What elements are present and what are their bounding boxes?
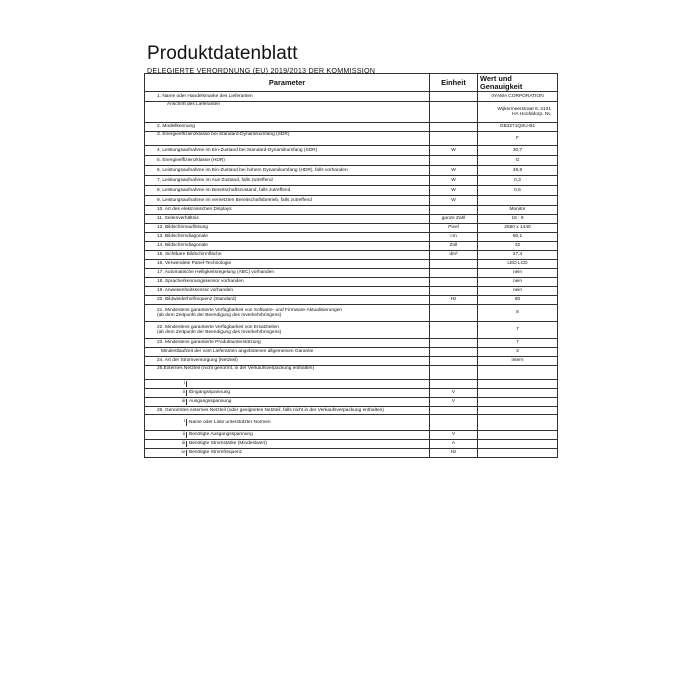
row-param: 15. Sichtbare Bildschirmfläche [145,251,430,260]
table-row [145,407,558,415]
row-value: 8 [478,305,558,322]
row-unit: V [430,431,478,440]
table-row [145,260,558,269]
row-param [145,440,430,449]
row-value: 2560 x 1440 [478,224,558,233]
header-parameter: Parameter [145,74,430,92]
row-value: 27,4 [478,251,558,260]
table-row [145,449,558,458]
row-value: nein [478,278,558,287]
table-row [145,348,558,357]
row-value: 16 : 9 [478,215,558,224]
row-unit: Hz [430,449,478,458]
row-param: 18. Spracherkennungssensor vorhanden [145,278,430,287]
row-param: Anschrift des Lieferanten [145,102,430,123]
row-param-line1: 22. Mindestens garantierte Verfügbarkeit von Ersatzteilen [157,324,279,330]
row-value: nein [478,287,558,296]
row-param [145,389,430,398]
row-unit [430,92,478,102]
row-param: 7. Leistungsaufnahme im Aus-Zustand, falls zutreffend [145,176,430,186]
row-value [478,196,558,206]
row-value: 3 [478,348,558,357]
row-unit [430,366,478,380]
row-param [145,305,430,322]
header-value-line1: Wert und [480,74,512,83]
row-value: IIYAMA CORPORATION [478,92,558,102]
table-row [145,380,558,389]
header-value-line2: Genauigkeit [480,81,523,91]
row-unit: Zoll [430,242,478,251]
table-row [145,123,558,132]
table-row [145,176,558,186]
page-title: Produktdatenblatt [147,43,298,64]
row-param: 16. Verwendete Panel-Technologie [145,260,430,269]
sub-marker: i [145,381,187,386]
sub-label [187,381,429,386]
table-row [145,431,558,440]
row-unit [430,132,478,146]
sub-marker: iii [145,441,187,446]
row-value [478,366,558,380]
row-param: 1. Name oder Handelsmarke des Lieferanten [145,92,430,102]
row-unit [430,348,478,357]
row-value [478,398,558,407]
table-header-row [145,74,558,92]
header-value [478,74,558,92]
row-param: 5. Energieeffizienzklasse (HDR) [145,156,430,166]
row-unit [430,322,478,339]
row-unit: W [430,196,478,206]
table-row [145,366,558,380]
table-row [145,92,558,102]
table-row [145,339,558,348]
row-unit [430,305,478,322]
row-unit: V [430,389,478,398]
row-param: 9. Leistungsaufnahme im vernetzten Bereitschaftsbetrieb, falls zutreffend [145,196,430,206]
row-unit: Hz [430,296,478,305]
row-param: 2. Modellkennung [145,123,430,132]
sub-label: Benötigte Stromfrequenz [189,450,243,456]
sub-marker: iii [145,399,187,404]
row-value: 7 [478,339,558,348]
row-param: 3. Energieeffizienzklasse bei Standard-Dynamikumfang (SDR) [145,132,430,146]
table-row [145,102,558,123]
table-row [145,233,558,242]
table-row [145,196,558,206]
row-param: 26. Genormtes externes Netzteil (oder geeignetes Netzteil, falls nicht in der Verkaufsverpackung enthalten) [145,407,430,415]
row-value: G [478,156,558,166]
sub-label: Benötigte Stromstärke (Mindestwert) [189,441,267,447]
table-row [145,224,558,233]
table-row [145,206,558,215]
row-param: 19. Anwesenheitssensor vorhanden [145,287,430,296]
row-value: GB3271QSU-B1 [478,123,558,132]
sub-marker: i [145,419,187,425]
table-row [145,278,558,287]
product-data-table [144,73,558,458]
row-value: 80,1 [478,233,558,242]
row-value [478,389,558,398]
row-value: F [478,132,558,146]
row-value: 60 [478,296,558,305]
row-param: 11. Seitenverhältnis [145,215,430,224]
row-value: LED LCD [478,260,558,269]
table-row [145,398,558,407]
row-value [478,415,558,431]
row-unit [430,287,478,296]
row-param: 20. Bildwiederholfrequenz (Standard) [145,296,430,305]
table-row [145,322,558,339]
row-value: 32 [478,242,558,251]
address-line1: Wijkermeerstraat 8, 2131 [497,106,551,112]
row-value: 7 [478,322,558,339]
sub-marker: ii [145,432,187,437]
row-value [478,380,558,389]
table-row [145,415,558,431]
row-value: Monitor [478,206,558,215]
row-value [478,431,558,440]
row-param: 25.Externes Netzteil (nicht genormt, in der Verkaufsverpackung enthalten) [145,366,430,380]
row-value: 49,8 [478,166,558,176]
row-param: 14. Bildschirmdiagonale [145,242,430,251]
regulation-subtitle: DELEGIERTE VERORDNUNG (EU) 2019/2013 DER KOMMISSION [147,66,376,75]
sub-marker: iv [145,450,187,455]
table-row [145,305,558,322]
row-unit [430,407,478,415]
row-value: 30,7 [478,146,558,156]
table-row [145,242,558,251]
row-param: 10. Art des elektronischen Displays [145,206,430,215]
sub-label: Eingangsspannung [189,390,231,396]
row-unit [430,339,478,348]
row-param [145,431,430,440]
row-param: 8. Leistungsaufnahme im Bereitschaftszustand, falls zutreffend [145,186,430,196]
row-unit: cm [430,233,478,242]
row-param [145,415,430,431]
address-line2: HA Hoofddorp, NL [512,112,551,117]
row-unit [430,102,478,123]
row-param [145,380,430,389]
table-row [145,357,558,366]
row-value: 0,3 [478,176,558,186]
row-unit: Pixel [430,224,478,233]
row-param: 24. Art der Stromversorgung (Netzteil) [145,357,430,366]
row-unit: V [430,398,478,407]
row-param: 4. Leistungsaufnahme im Ein-Zustand bei Standard-Dynamikumfang (SDR) [145,146,430,156]
row-param [145,449,430,458]
row-unit [430,278,478,287]
row-param: 17. Automatische Helligkeitsregelung (ABC) vorhanden [145,269,430,278]
row-unit: W [430,146,478,156]
table-row [145,440,558,449]
table-row [145,146,558,156]
row-value: intern [478,357,558,366]
table-row [145,166,558,176]
header-unit: Einheit [430,74,478,92]
row-unit: W [430,176,478,186]
table-row [145,389,558,398]
sub-label: Benötigte Ausgangsspannung [189,432,253,438]
row-unit: ganze Zahl [430,215,478,224]
sub-marker: ii [145,390,187,395]
row-unit [430,380,478,389]
row-unit [430,156,478,166]
row-value [478,102,558,123]
table-row [145,132,558,146]
row-value: 0,5 [478,186,558,196]
row-param-line1: 21. Mindestens garantierte Verfügbarkeit von Software- und Firmware-Aktualisierungen [157,307,343,313]
table-row [145,215,558,224]
row-unit [430,206,478,215]
table-row [145,269,558,278]
row-unit: W [430,166,478,176]
row-value [478,440,558,449]
row-param [145,322,430,339]
table-row [145,156,558,166]
row-unit [430,260,478,269]
table-row [145,251,558,260]
table-row [145,296,558,305]
sub-label: Name oder Liste unterstützter Normen [189,420,271,426]
row-unit [430,415,478,431]
row-param [145,398,430,407]
row-param-line2: (ab dem Zeitpunkt der Beendigung des Inverkehrbringens) [157,330,282,335]
row-param: 12. Bildschirmauflösung [145,224,430,233]
row-param: 23. Mindestens garantierte Produktunterstützung [145,339,430,348]
row-unit [430,269,478,278]
row-value: nein [478,269,558,278]
row-unit: A [430,440,478,449]
row-unit [430,357,478,366]
sub-label: Ausgangsspannung [189,399,232,405]
row-param: 6. Leistungsaufnahme im Ein-Zustand bei hohem Dynamikumfang (HDR), falls vorhanden [145,166,430,176]
row-unit: dm² [430,251,478,260]
row-unit: W [430,186,478,196]
row-param: 13. Bildschirmdiagonale [145,233,430,242]
table-row [145,287,558,296]
row-value [478,449,558,458]
row-value [478,407,558,415]
table-row [145,186,558,196]
row-unit [430,123,478,132]
row-param-line2: (ab dem Zeitpunkt der Beendigung des Inverkehrbringens) [157,313,282,318]
row-param: Mindestlaufzeit der vom Lieferanten angebotenen allgemeinen Garantie [145,348,430,357]
